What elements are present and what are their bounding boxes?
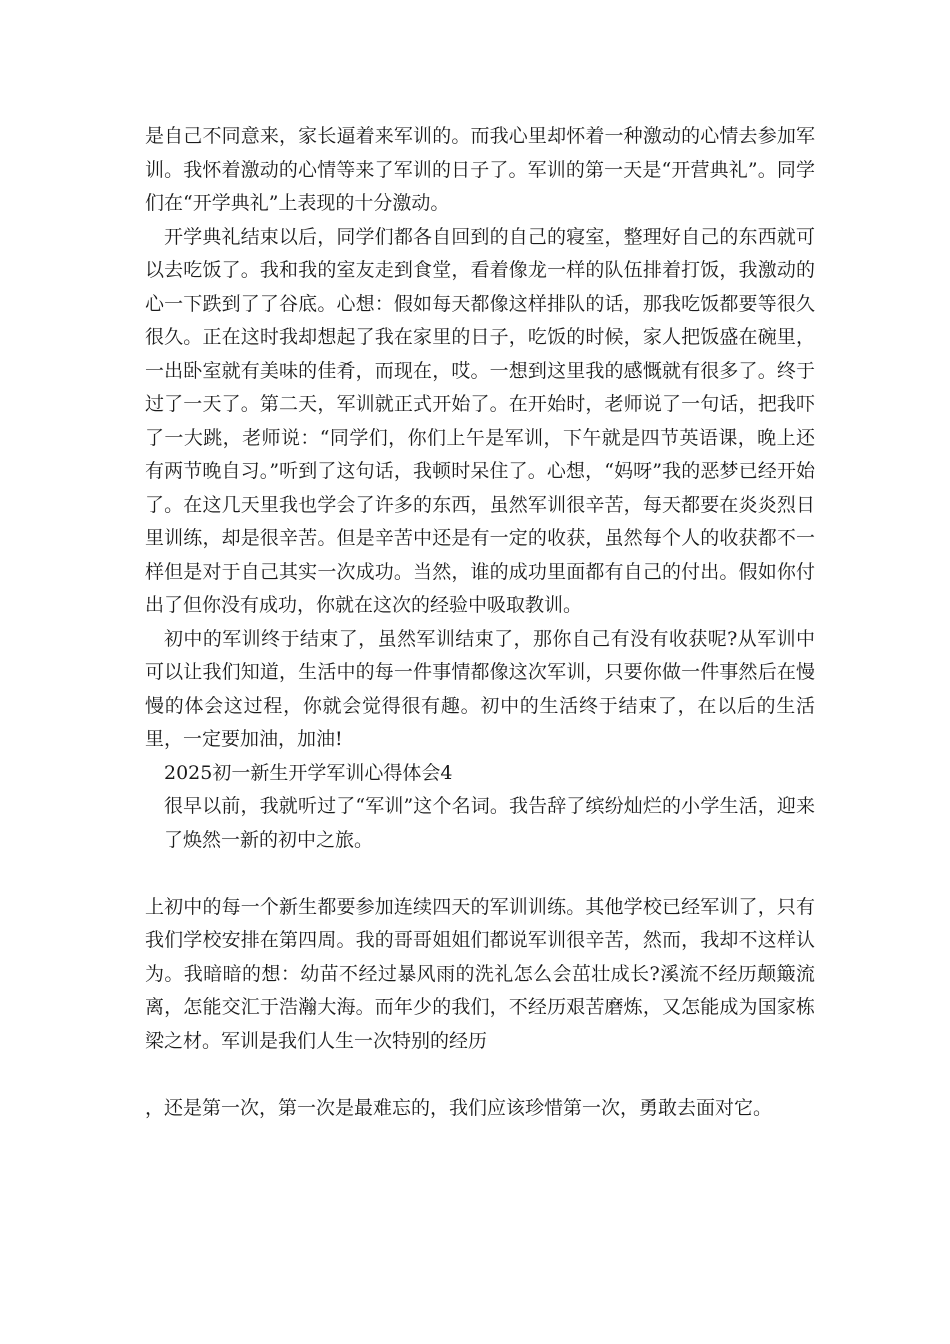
blank-line	[145, 1058, 815, 1092]
paragraph-4: 很早以前，我就听过了“军训”这个名词。我告辞了缤纷灿烂的小学生活，迎来了焕然一新的初中之旅。	[164, 795, 815, 851]
paragraph-2: 开学典礼结束以后，同学们都各自回到的自己的寝室，整理好自己的东西就可以去吃饭了。我和我的室友走到食堂，看着像龙一样的队伍排着打饭，我激动的心一下跌到了了谷底。心想：假如每天都像这样排队的话，那我吃饭都要等很久很久。正在这时我却想起了我在家里的日子，吃饭的时候，家人把饭盛在碗里，一出卧室就有美味的佳肴，而现在，哎。一想到这里我的感慨就有很多了。终于过了一天了。第二天，军训就正式开始了。在开始时，老师说了一句话，把我吓了一大跳，老师说：“同学们，你们上午是军训，下午就是四节英语课，晚上还有两节晚自习。”听到了这句话，我顿时呆住了。心想，“妈呀”我的恶梦已经开始了。在这几天里我也学会了许多的东西，虽然军训很辛苦，每天都要在炎炎烈日里训练，却是很辛苦。但是辛苦中还是有一定的收获，虽然每个人的收获都不一样但是对于自己其实一次成功。当然，谁的成功里面都有自己的付出。假如你付出了但你没有成功，你就在这次的经验中吸取教训。	[145, 225, 815, 616]
paragraph-5: 上初中的每一个新生都要参加连续四天的军训训练。其他学校已经军训了，只有我们学校安排在第四周。我的哥哥姐姐们都说军训很辛苦，然而，我却不这样认为。我暗暗的想：幼苗不经过暴风雨的洗礼怎么会茁壮成长?溪流不经历颠簸流离，怎能交汇于浩瀚大海。而年少的我们，不经历艰苦磨炼，又怎能成为国家栋梁之材。军训是我们人生一次特别的经历	[145, 895, 815, 1052]
blank-line	[145, 857, 815, 891]
paragraph-6: ，还是第一次，第一次是最难忘的，我们应该珍惜第一次，勇敢去面对它。	[145, 1096, 773, 1119]
paragraph-1: 是自己不同意来，家长逼着来军训的。而我心里却怀着一种激动的心情去参加军训。我怀着激动的心情等来了军训的日子了。军训的第一天是“开营典礼”。同学们在“开学典礼”上表现的十分激动。	[145, 125, 815, 214]
paragraph-3: 初中的军训终于结束了，虽然军训结束了，那你自己有没有收获呢?从军训中可以让我们知道，生活中的每一件事情都像这次军训，只要你做一件事然后在慢慢的体会这过程，你就会觉得很有趣。初中的生活终于结束了，在以后的生活里，一定要加油，加油!	[145, 627, 815, 750]
section-heading: 2025初一新生开学军训心得体会4	[164, 761, 453, 784]
document-page	[145, 120, 815, 1125]
